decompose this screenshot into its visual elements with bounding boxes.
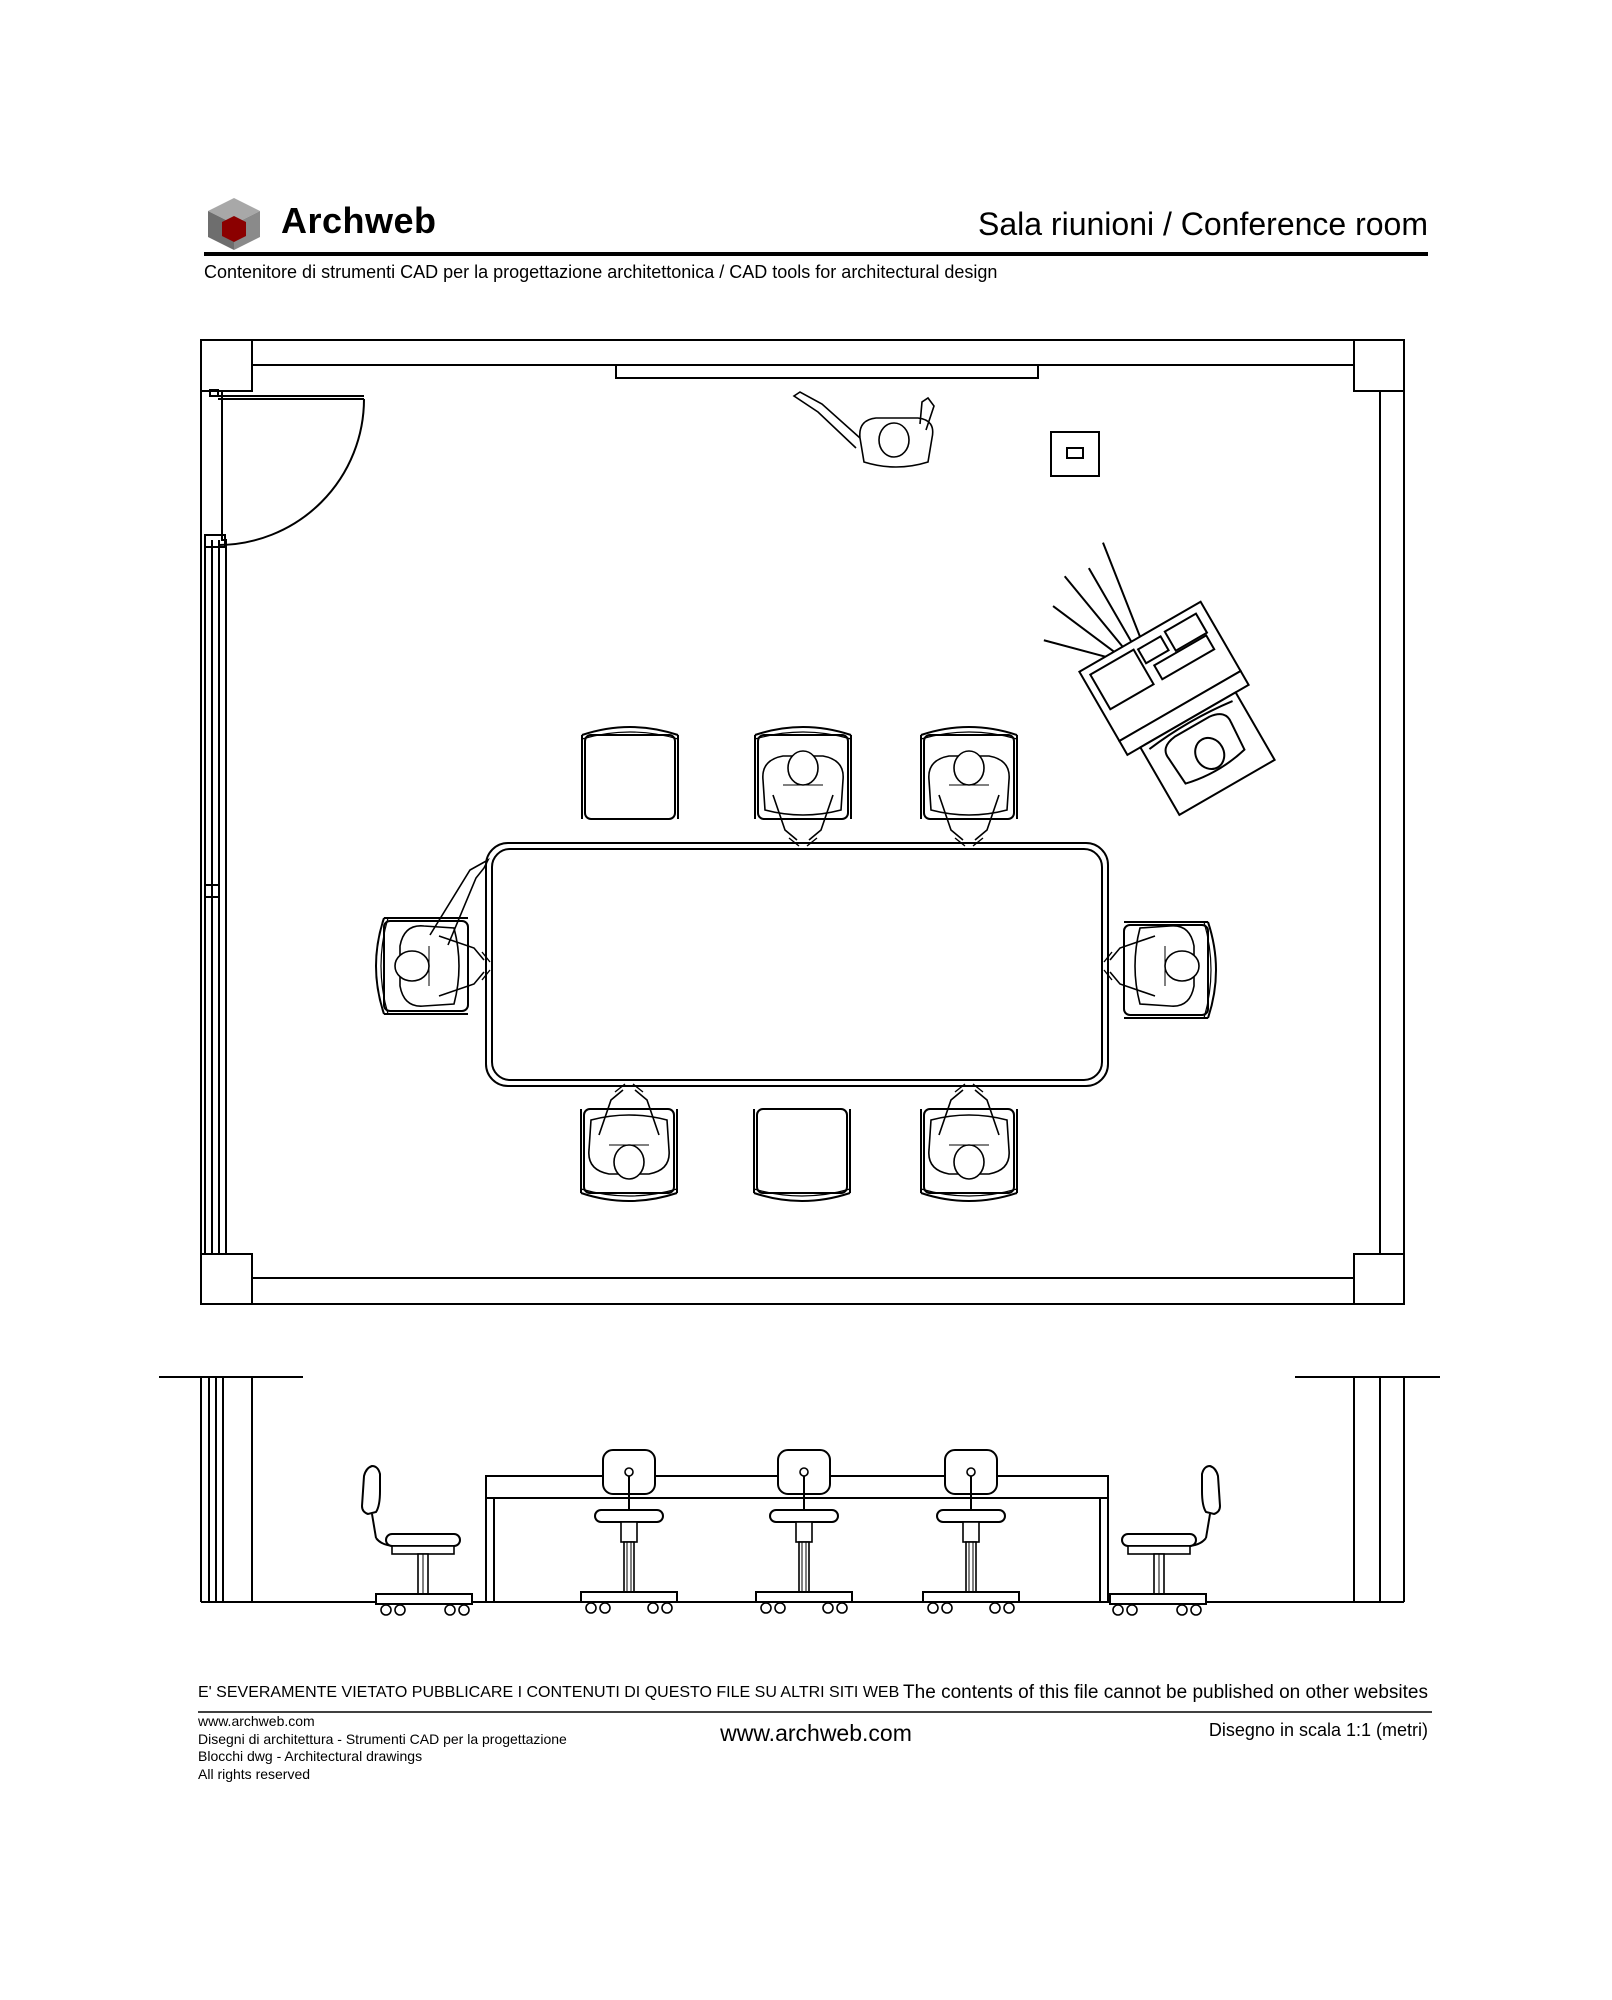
info-line: Disegni di architettura - Strumenti CAD per la progettazione bbox=[198, 1730, 567, 1747]
info-line: Blocchi dwg - Architectural drawings bbox=[198, 1748, 423, 1764]
person-seated-5 bbox=[395, 926, 490, 1006]
footer-info-block bbox=[198, 1713, 567, 1783]
column-top-right bbox=[1354, 340, 1404, 391]
person-seated-1 bbox=[763, 751, 843, 846]
elevation-chair-right-1 bbox=[1110, 1466, 1220, 1615]
floor-outlet bbox=[1051, 432, 1099, 476]
site-url: www.archweb.com bbox=[720, 1720, 912, 1746]
presenter bbox=[794, 392, 934, 467]
column-bottom-left bbox=[201, 1254, 252, 1304]
column-top-left bbox=[201, 340, 252, 391]
projector-desk bbox=[1016, 515, 1287, 830]
person-seated-2 bbox=[929, 751, 1009, 846]
tagline: Contenitore di strumenti CAD per la progettazione architettonica / CAD tools for architectural design bbox=[204, 262, 998, 282]
info-line: All rights reserved bbox=[198, 1765, 311, 1782]
person-seated-4 bbox=[929, 1084, 1009, 1179]
person-seated-6 bbox=[1104, 926, 1199, 1006]
elevation-chair-front-1 bbox=[581, 1450, 677, 1613]
elevation-chair-front-2 bbox=[756, 1450, 852, 1613]
elevation-chair-front-3 bbox=[923, 1450, 1019, 1613]
warning-italian: E' SEVERAMENTE VIETATO PUBBLICARE I CONTENUTI DI QUESTO FILE SU ALTRI SITI WEB bbox=[198, 1684, 900, 1701]
scale-note: Disegno in scala 1:1 (metri) bbox=[1208, 1720, 1428, 1740]
brand-name: Archweb bbox=[281, 200, 437, 241]
column-bottom-right bbox=[1354, 1254, 1404, 1304]
projection-screen bbox=[616, 365, 1038, 378]
drawing-title: Sala riunioni / Conference room bbox=[977, 206, 1428, 242]
chairs-ends bbox=[376, 918, 1216, 1018]
conference-table bbox=[486, 843, 1108, 1086]
person-seated-3 bbox=[589, 1084, 669, 1179]
door-leaf bbox=[210, 390, 218, 396]
door-swing bbox=[218, 399, 364, 545]
elevation-chair-left-1 bbox=[362, 1466, 472, 1615]
info-line: www.archweb.com bbox=[198, 1713, 315, 1729]
warning-english: The contents of this file cannot be published on other websites bbox=[903, 1682, 1428, 1703]
